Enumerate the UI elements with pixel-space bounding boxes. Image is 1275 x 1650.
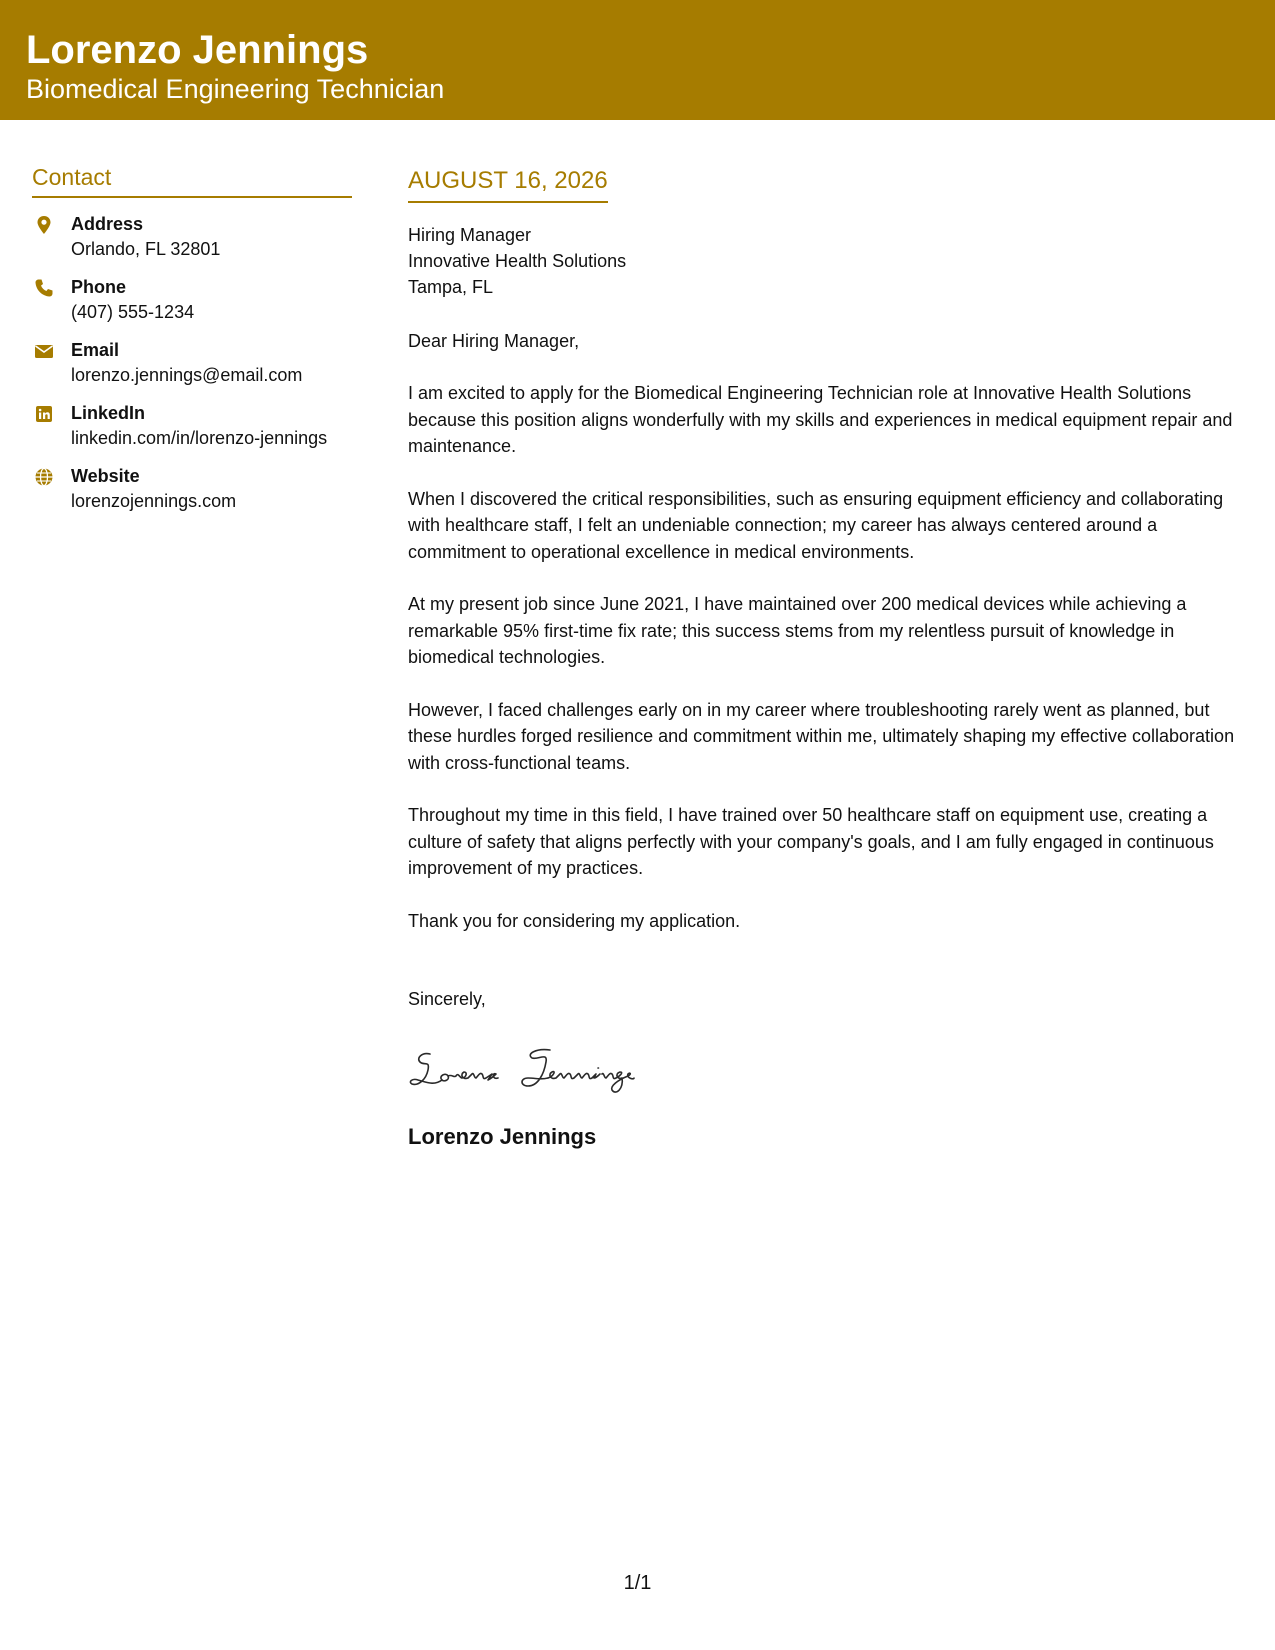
page-number: 1/1	[623, 1572, 652, 1594]
contact-label: LinkedIn	[71, 403, 146, 423]
header-banner	[0, 0, 1275, 120]
letter-paragraph: When I discovered the critical responsibilities, such as ensuring equipment efficiency and collaborating with healthcare staff, I felt an undeniable connection; my career has always centered around a commitment to operational excellence in medical environments.	[408, 488, 1224, 562]
contact-website	[32, 464, 352, 527]
phone-icon	[34, 278, 54, 298]
recipient-name: Hiring Manager	[408, 225, 532, 245]
contact-value: Orlando, FL 32801	[71, 239, 221, 259]
contact-sidebar	[32, 162, 352, 527]
closing: Sincerely,	[408, 989, 486, 1009]
signature	[408, 1040, 668, 1100]
contact-value: (407) 555-1234	[71, 302, 195, 322]
contact-value: lorenzojennings.com	[71, 491, 237, 511]
contact-value: lorenzo.jennings@email.com	[71, 365, 303, 385]
letter-paragraph: Throughout my time in this field, I have trained over 50 healthcare staff on equipment use, creating a culture of safety that aligns perfectly with your company's goals, and I am fully engaged in continuous improvement of my practices.	[408, 805, 1214, 878]
letter-date: AUGUST 16, 2026	[408, 165, 608, 203]
contact-heading: Contact	[32, 162, 352, 198]
linkedin-icon	[34, 404, 54, 424]
contact-email	[32, 338, 352, 401]
contact-value: linkedin.com/in/lorenzo-jennings	[71, 428, 328, 448]
contact-label: Phone	[71, 277, 127, 297]
recipient-block	[408, 222, 1243, 300]
letter-body	[408, 165, 1243, 1151]
contact-label: Email	[71, 340, 120, 360]
recipient-location: Tampa, FL	[408, 277, 494, 297]
letter-paragraph: Thank you for considering my application.	[408, 910, 741, 931]
salutation: Dear Hiring Manager,	[408, 331, 580, 351]
letter-paragraph: I am excited to apply for the Biomedical Engineering Technician role at Innovative Health Solutions because this position aligns wonderfully with my skills and experiences in medical equipment repair and maintenance.	[408, 383, 1233, 456]
contact-address	[32, 212, 352, 275]
contact-phone	[32, 275, 352, 338]
contact-label: Address	[71, 214, 144, 234]
map-pin-icon	[34, 215, 54, 235]
globe-icon	[34, 467, 54, 487]
recipient-company: Innovative Health Solutions	[408, 251, 627, 271]
applicant-name: Lorenzo Jennings	[26, 28, 369, 72]
applicant-title: Biomedical Engineering Technician	[26, 74, 445, 104]
signer-name: Lorenzo Jennings	[408, 1124, 597, 1149]
contact-label: Website	[71, 466, 140, 486]
letter-paragraph: At my present job since June 2021, I have maintained over 200 medical devices while achieving a remarkable 95% first-time fix rate; this success stems from my relentless pursuit of knowledge in biomedical technologies.	[408, 594, 1187, 667]
envelope-icon	[34, 341, 54, 361]
contact-linkedin	[32, 401, 352, 464]
letter-paragraph: However, I faced challenges early on in my career where troubleshooting rarely went as planned, but these hurdles forged resilience and commitment within me, ultimately shaping my effective collaboration with cross-functional teams.	[408, 699, 1235, 773]
